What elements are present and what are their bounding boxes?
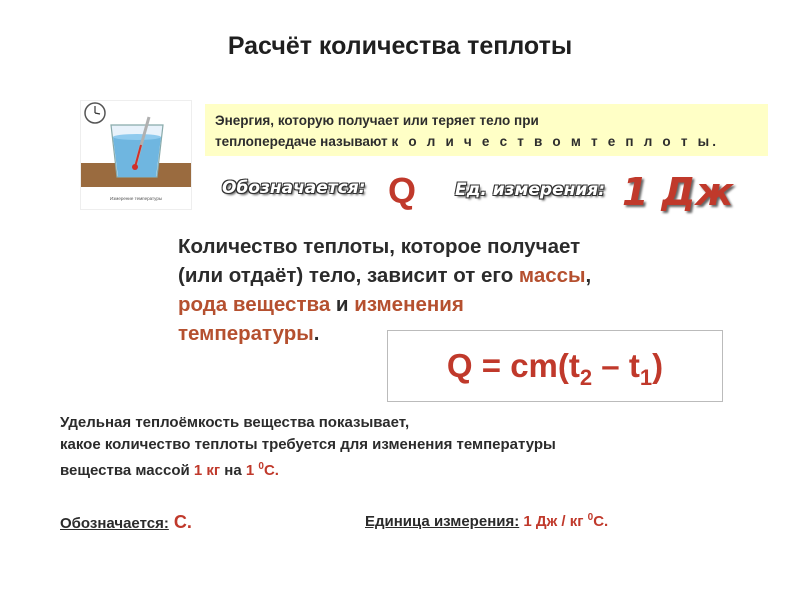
degree-unit: С.: [263, 462, 279, 479]
footer-designation-label: Обозначается:: [60, 515, 169, 532]
temperature-term: температуры: [178, 322, 314, 345]
footer-unit-label: Единица измерения:: [365, 513, 520, 530]
mass-value: 1 кг: [193, 462, 221, 479]
heat-formula: [387, 330, 723, 402]
definition-line1: Энергия, которую получает или теряет тело при: [215, 113, 539, 128]
definition-line2: [215, 131, 758, 152]
designation-label: Обозначается:: [222, 178, 366, 198]
formula-main: Q = cm(t: [446, 347, 580, 384]
formula-close: ): [652, 347, 664, 384]
footer-designation-value: С.: [168, 512, 192, 532]
formula-sub-1: 1: [639, 365, 653, 390]
unit-value: 1 Дж: [622, 170, 734, 214]
and-text: и: [330, 293, 355, 316]
specific-text-a: вещества массой: [60, 462, 194, 479]
mass-term: массы: [518, 264, 586, 287]
degree-number: 1: [245, 462, 259, 479]
degree-value: [246, 462, 279, 479]
illustration-caption: Измерение температуры: [109, 196, 163, 201]
footer-unit-value: [519, 513, 608, 530]
footer-unit-end: С.: [593, 513, 609, 530]
specific-heat-paragraph: [60, 412, 750, 482]
formula-dash: – t: [592, 347, 640, 384]
dependence-line1: Количество теплоты, которое получает: [178, 235, 581, 258]
substance-term: рода вещества: [178, 293, 331, 316]
comma: ,: [585, 264, 592, 287]
specific-line2: какое количество теплоты требуется для изменения температуры: [60, 436, 556, 453]
footer-unit-sup: 0: [587, 512, 594, 523]
dependence-line2: [178, 261, 738, 290]
period: .: [313, 322, 320, 345]
degree-sup: 0: [258, 461, 264, 472]
clock-icon: [85, 103, 105, 123]
glass-image: [81, 101, 191, 209]
unit-label: Ед. измерения:: [455, 180, 606, 200]
glass-thermometer-illustration: [80, 100, 192, 210]
footer-designation: [60, 512, 192, 533]
specific-text-b: на: [220, 462, 246, 479]
formula-sub-2: 2: [579, 365, 593, 390]
footer-unit-text: 1 Дж / кг: [519, 513, 588, 530]
change-term: изменения: [354, 293, 464, 316]
specific-line3: [60, 456, 750, 482]
definition-box: [205, 104, 768, 156]
heat-symbol: Q: [388, 170, 417, 211]
footer-unit: [365, 512, 608, 530]
dependence-text: (или отдаёт) тело, зависит от его: [178, 264, 519, 287]
definition-term: к о л и ч е с т в о м т е п л о т ы.: [391, 134, 720, 149]
page-title: Расчёт количества теплоты: [227, 32, 573, 60]
dependence-line3: [178, 290, 738, 319]
definition-prefix: теплопередаче называют: [215, 134, 392, 149]
specific-line1: Удельная теплоёмкость вещества показывает,: [60, 414, 410, 431]
